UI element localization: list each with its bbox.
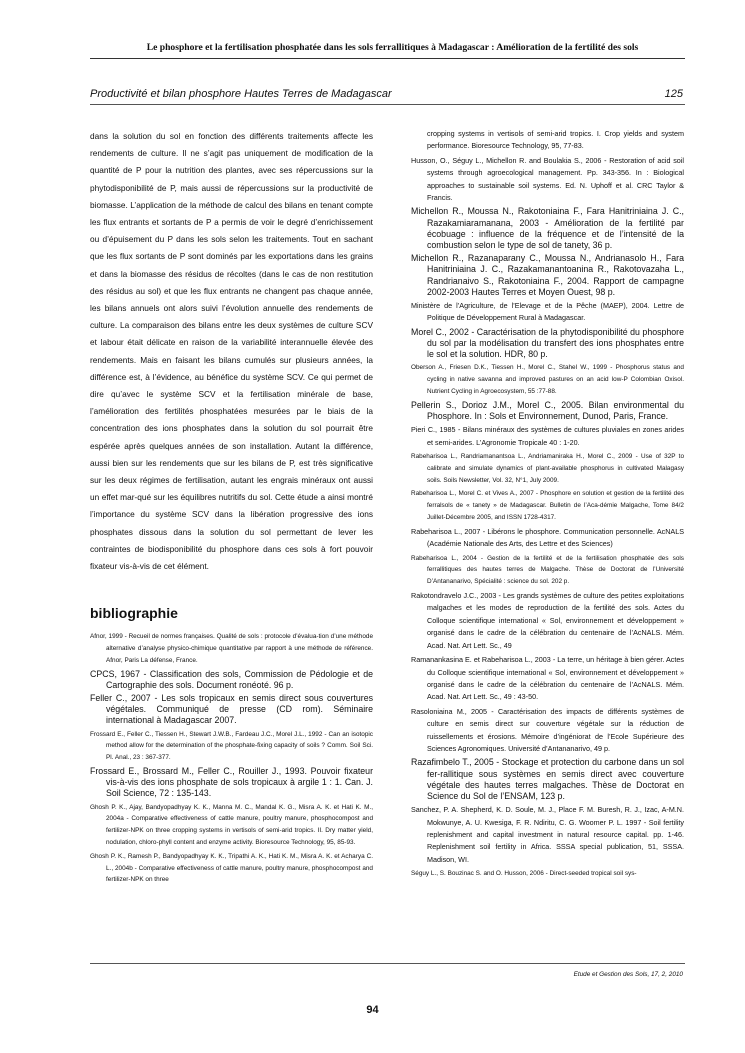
- bibliography-entry: Séguy L., S. Bouzinac S. and O. Husson, 2006 - Direct-seeded tropical soil sys-: [411, 870, 637, 878]
- header-divider-bottom: [90, 104, 685, 105]
- bibliography-entry: Frossard E., Brossard M., Feller C., Rouiller J., 1993. Pouvoir fixateur vis-à-vis des ions phosphate de sols tropicaux à argile 1 : 1. Can. J. Soil Science, 72 : 135-143.: [90, 766, 373, 799]
- top-page-number: 125: [664, 88, 683, 100]
- bibliography-entry: Oberson A., Friesen D.K., Tiessen H., Morel C., Stahel W., 1999 - Phosphorus status and cycling in native savanna and improved pastures on an acid low-P Colombian Oxisol. Nutrient Cycling in Agroecosystem, 55 :77-88.: [411, 364, 684, 396]
- bibliography-entry: Pieri C., 1985 - Bilans minéraux des systèmes de cultures pluviales en zones arides et semi-arides. L’Agronomie Tropicale 40 : 1-20.: [411, 425, 684, 447]
- page-number: 94: [366, 1004, 379, 1016]
- bibliography-entry: Feller C., 2007 - Les sols tropicaux en semis direct sous couvertures végétales. Communiqué de presse (CD rom). Séminaire international à Madagascar 2007.: [90, 693, 373, 726]
- bibliography-entry: Michellon R., Razanaparany C., Moussa N., Andrianasolo H., Fara Hanitriniaina J. C., Razakamanantoanina R., Rakotovazaha L., Randrianaivo S., Rakotoniaina F., 2004. Rapport de campagne 2002-2003 Hautes Terres et Moyen Ouest, 98 p.: [411, 253, 684, 297]
- bibliography-entry: Sanchez, P. A. Shepherd, K. D. Soule, M. J., Place F. M. Buresh, R. J., Izac, A-M.N. Mokwunye, A. U. Kwesiga, F. R. Ndiritu, C. G. Woomer P. L. 1997 - Soil fertility replenishment and capital investment in natural resource capital. pp. 1-46. Replenishment soil fertility in Africa. SSSA special publication, 51, SSSA. Madison, WI.: [411, 805, 684, 864]
- left-column: [90, 128, 373, 888]
- body-paragraph: dans la solution du sol en fonction des différents traitements affecte les rendements de culture. Il ne s’agit pas uniquement de modification de la quantité de P pour la nutrition des plantes, avec ses répercussions sur la phytodisponibilité de P, mais aussi de répercussions sur la productivité de biomasse. L’application de la méthode de calcul des bilans en tenant compte les flux entrants et sortants de P a permis de voir le degré d’enrichissement ou d’épuisement du P dans les sols selon les traitements. Tout en sachant que les flux sortants de P sont dominés par les exportations dans les grains et dans la biomasse des résidus de récoltes (dans le cas de non restitution des résidus au sol) et que les flux entrants ne changent pas chaque année, les bilans annuels ont alors suivi l’évolution annuelle des rendements de culture. La comparaison des bilans entre les deux systèmes de culture SCV et labour était délicate en raison de la variabilité interannuelle élevée des rendements. Mais en faisant les bilans cumulés sur plusieurs années, la différence est, à l’évidence, au bénéfice du système SCV. Ce qui permet de dire qu’avec le système SCV et la fertilisation minérale de base, l’amélioration des fertilités phosphatées mesurées par le biais de la concentration des ions phosphates dans la solution du sol pourrait être espérée après quelques années de son installation. Autant la différence, aussi bien sur les rendements que sur les bilans de P, est très significative sur les deux régimes de fertilisation, autant les engrais minéraux ont aussi un effet mar-qué sur les équilibres nutritifs du sol. Cette étude a ainsi montré l’importance du système SCV dans la libération progressive des ions phosphates dissous dans la solution du sol permettant de lever les contraintes de biodisponibilité du phosphore dans ces sols à fort pouvoir fixateur vis-à-vis de cet élément.: [90, 131, 373, 572]
- bibliography-entry: Afnor, 1999 - Recueil de normes françaises. Qualité de sols : protocole d’évalua-tion d’une méthode alternative d’analyse physico-chimique quantitative par rapport à une méthode de référence. Afnor, Paris La défense, France.: [90, 633, 373, 664]
- bibliography-entry: Rabeharisoa L., 2004 - Gestion de la fertilité et de la fertilisation phosphatée des sols ferrallitiques des hautes terres de Malgache. Thèse de Doctorat de l’Université D’Antananarivo, Spécialité : science du sol. 202 p.: [411, 554, 684, 586]
- article-title: Productivité et bilan phosphore Hautes Terres de Madagascar: [90, 88, 392, 100]
- bibliography-entry: Frossard E., Feller C., Tiessen H., Stewart J.W.B., Fardeau J.C., Morel J.L., 1992 - Can an isotopic method allow for the determination of the phosphate-fixing capacity of soils ? Comm. Soil Sci. Pl. Anal., 23 : 367-377.: [90, 730, 373, 762]
- bibliography-entry: Michellon R., Moussa N., Rakotoniaina F., Fara Hanitriniaina J. C., Razakamiaramanana, 2003 - Amélioration de la fertilité par écobuage : influence de la fréquence et de l’intensité de la combustion selon le type de sol de tanety, 36 p.: [411, 206, 684, 251]
- right-column: [411, 128, 684, 882]
- bibliography-heading: bibliographie: [90, 605, 178, 622]
- bibliography-entry: Rabeharisoa L., Morel C. et Vives A., 2007 - Phosphore en solution et gestion de la fertilité des ferralsols de « tanety » de Madagascar. Bulletin de l’Aca-démie Malgache, Tome 84/2 Juillet-Décembre 2005, and ISSN 1728-4317.: [411, 490, 684, 522]
- bibliography-entry: Ghosh P. K., Ajay, Bandyopadhyay K. K., Manna M. C., Mandal K. G., Misra A. K. et Hati K. M., 2004a - Comparative effectiveness of cattle manure, poultry manure, phosphocompost and fertilizer-NPK on three cropping systems in vertisols of semi-arid tropics. II. Dry matter yield, nodulation, chloro-phyll content and enzyme activity. Bioresource Technology, 95, 85-93.: [90, 803, 373, 847]
- bibliography-entry: Ministère de l’Agriculture, de l’Elevage et de la Pêche (MAEP), 2004. Lettre de Politique de Développement Rural à Madagascar.: [411, 301, 684, 323]
- bibliography-entry: cropping systems in vertisols of semi-arid tropics. I. Crop yields and system performance. Bioresource Technology, 95, 77-83.: [427, 129, 684, 151]
- bibliography-entry: Rakotondravelo J.C., 2003 - Les grands systèmes de culture des petites exploitations malgaches et les modes de reproduction de la fertilité des sols. Actes du Colloque scientifique international « Sol, environnement et développement » organisé dans le cadre de la célébration du centenaire de l’AcNALS. Mém. Acad. Nat. Art Lett. Sc., 49: [411, 591, 684, 650]
- header-divider-top: [90, 58, 685, 59]
- running-head: Le phosphore et la fertilisation phosphatée dans les sols ferrallitiques à Madagascar : Amélioration de la fertilité des sols: [146, 42, 639, 53]
- bibliography-list-right: [411, 128, 684, 880]
- journal-reference: Etude et Gestion des Sols, 17, 2, 2010: [573, 971, 683, 978]
- footer-divider: [90, 963, 685, 964]
- bibliography-entry: Razafimbelo T., 2005 - Stockage et protection du carbone dans un sol fer-rallitique sous systèmes en semis direct avec couverture végétale des hautes terres malgaches. Thèse de Doctorat en Science du Sol de l’ENSAM, 123 p.: [411, 757, 684, 801]
- bibliography-entry: Morel C., 2002 - Caractérisation de la phytodisponibilité du phosphore du sol par la modélisation du transfert des ions phosphates entre le sol et la solution. HDR, 80 p.: [411, 326, 684, 360]
- bibliography-entry: Rabeharisoa L., Randriamanantsoa L., Andriamaniraka H., Morel C., 2009 - Use of 32P to calibrate and simulate dynamics of plant-available phosphorus in cultivated Malagasy soils. Soils Newsletter, Vol. 32, N°1, July 2009.: [411, 453, 684, 484]
- bibliography-entry: Rasoloniaina M., 2005 - Caractérisation des impacts de différents systèmes de culture en semis direct sur couverture végétale sur la réduction de ruissellements et érosions. Mémoire d’ingéniorat de l’Ecole Supérieure des Sciences Agronomiques. Université d’Antananarivo, 49 p.: [411, 706, 684, 753]
- bibliography-entry: Ghosh P. K., Ramesh P., Bandyopadhyay K. K., Tripathi A. K., Hati K. M., Misra A. K. et Acharya C. L., 2004b - Comparative effectiveness of cattle manure, poultry manure, phosphocompost and fertilizer-NPK on three: [90, 852, 373, 884]
- bibliography-entry: CPCS, 1967 - Classification des sols, Commission de Pédologie et de Cartographie des sols. Document ronéoté. 96 p.: [90, 668, 373, 690]
- bibliography-entry: Rabeharisoa L., 2007 - Libérons le phosphore. Communication personnelle. AcNALS (Académie Nationale des Arts, des Lettre et des Sciences): [411, 526, 684, 549]
- bibliography-entry: Ramanankasina E. et Rabeharisoa L., 2003 - La terre, un héritage à bien gérer. Actes du Colloque scientifique international « Sol, environnement et développement » organisé dans le cadre de la célébration du centenaire de l’AcNALS. Mém. Acad. Nat. Art Lett. Sc., 49 : 43-50.: [411, 655, 684, 702]
- bibliography-entry: Husson, O., Séguy L., Michellon R. and Boulakia S., 2006 - Restoration of acid soil systems through agroecological management. Pp. 343-356. In : Biological approaches to sustainable soil systems. Ed. N. Uphoff et al. CRC Taylor & Francis.: [411, 155, 684, 203]
- bibliography-list-left: [90, 631, 373, 886]
- bibliography-entry: Pellerin S., Dorioz J.M., Morel C., 2005. Bilan environmental du Phosphore. In : Sols et Environnement, Dunod, Paris, France.: [411, 399, 684, 422]
